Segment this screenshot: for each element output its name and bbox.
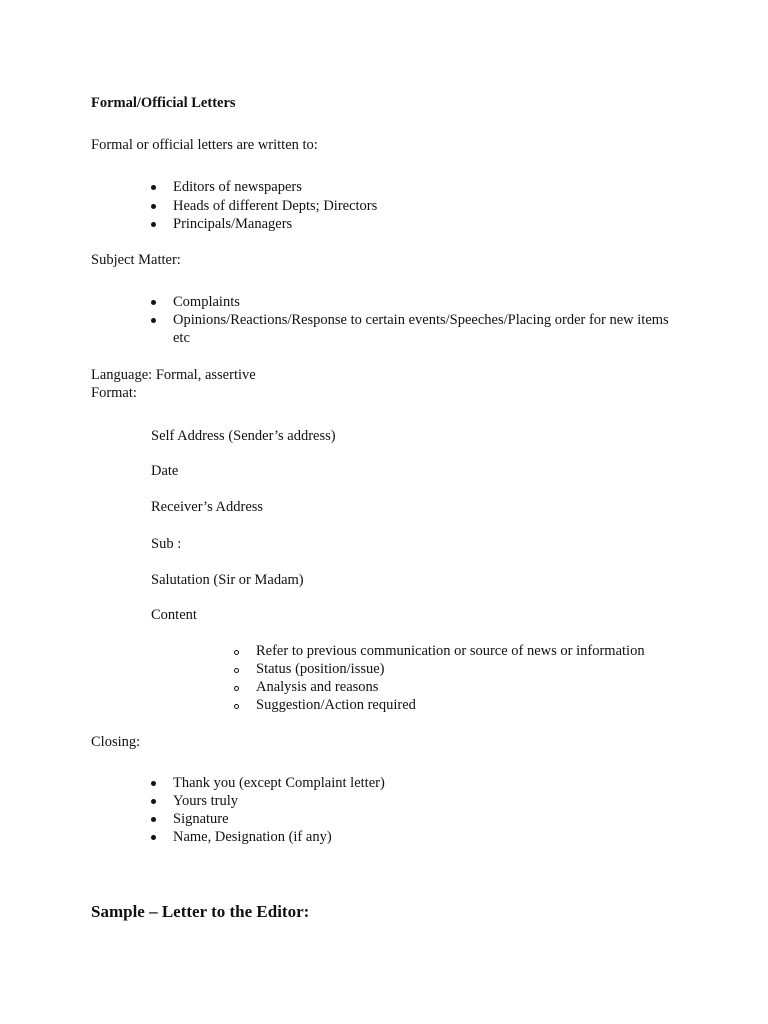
list-item-label: Suggestion/Action required bbox=[256, 697, 416, 713]
bullet-icon bbox=[151, 185, 156, 190]
list-item-label: Analysis and reasons bbox=[256, 679, 379, 695]
document-title: Formal/Official Letters bbox=[91, 95, 236, 111]
circle-bullet-icon bbox=[234, 704, 239, 709]
bullet-icon bbox=[151, 318, 156, 323]
list-item-label: Thank you (except Complaint letter) bbox=[173, 775, 385, 791]
list-item-label: Principals/Managers bbox=[173, 216, 293, 232]
bullet-icon bbox=[151, 835, 156, 840]
list-item-label: Heads of different Depts; Directors bbox=[173, 198, 378, 214]
subject-heading: Subject Matter: bbox=[91, 252, 181, 268]
circle-bullet-icon bbox=[234, 668, 239, 673]
intro-text: Formal or official letters are written to: bbox=[91, 137, 318, 153]
bullet-icon bbox=[151, 300, 156, 305]
list-item-label: Opinions/Reactions/Response to certain events/Speeches/Placing order for new items etc bbox=[173, 312, 669, 346]
list-item-label: Editors of newspapers bbox=[173, 179, 302, 195]
list-item-label: Status (position/issue) bbox=[256, 661, 385, 677]
bullet-icon bbox=[151, 204, 156, 209]
bullet-icon bbox=[151, 781, 156, 786]
format-subject: Sub : bbox=[151, 536, 182, 552]
format-self-address: Self Address (Sender’s address) bbox=[151, 428, 336, 444]
list-item-label: Complaints bbox=[173, 294, 240, 310]
bullet-icon bbox=[151, 817, 156, 822]
list-item-label: Signature bbox=[173, 811, 229, 827]
sample-heading: Sample – Letter to the Editor: bbox=[91, 902, 310, 921]
language-line: Language: Formal, assertive bbox=[91, 367, 256, 383]
list-item-label: Yours truly bbox=[173, 793, 239, 809]
format-content: Content bbox=[151, 607, 197, 623]
bullet-icon bbox=[151, 799, 156, 804]
list-item-label: Refer to previous communication or source of news or information bbox=[256, 643, 645, 659]
format-salutation: Salutation (Sir or Madam) bbox=[151, 572, 304, 588]
format-heading: Format: bbox=[91, 385, 137, 401]
list-item-label: Name, Designation (if any) bbox=[173, 829, 332, 845]
circle-bullet-icon bbox=[234, 650, 239, 655]
circle-bullet-icon bbox=[234, 686, 239, 691]
closing-heading: Closing: bbox=[91, 734, 141, 750]
format-date: Date bbox=[151, 463, 179, 479]
bullet-icon bbox=[151, 222, 156, 227]
format-receiver-address: Receiver’s Address bbox=[151, 499, 264, 515]
